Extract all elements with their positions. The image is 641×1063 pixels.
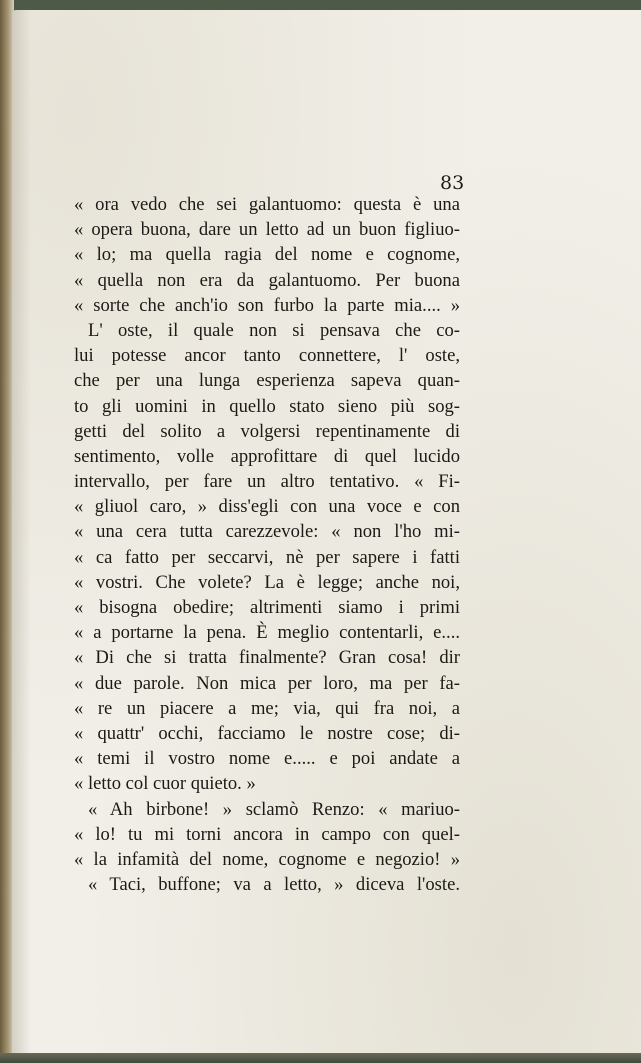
text-line: « una cera tutta carezzevole: « non l'ho mi- <box>74 521 460 543</box>
text-line: « ca fatto per seccarvi, nè per sapere i fatti <box>74 546 460 568</box>
text-line: L' oste, il quale non si pensava che co- <box>88 319 460 341</box>
text-line: « Ah birbone! » sclamò Renzo: « mariuo- <box>88 798 460 820</box>
text-line: intervallo, per fare un altro tentativo. « Fi- <box>74 471 460 493</box>
text-line: « vostri. Che volete? La è legge; anche noi, <box>74 571 460 593</box>
text-line: « sorte che anch'io son furbo la parte mia.... » <box>74 294 460 316</box>
text-line: to gli uomini in quello stato sieno più sog- <box>74 395 460 417</box>
text-line: « due parole. Non mica per loro, ma per fa- <box>74 672 460 694</box>
body-text <box>74 192 460 897</box>
text-line: « Taci, buffone; va a letto, » diceva l'oste. <box>88 874 460 896</box>
text-line: « lo; ma quella ragia del nome e cognome, <box>74 244 460 266</box>
text-line: « quattr' occhi, facciamo le nostre cose; di- <box>74 722 460 744</box>
text-line: « re un piacere a me; via, qui fra noi, a <box>74 697 460 719</box>
text-line: getti del solito a volgersi repentinamente di <box>74 420 460 442</box>
text-line: « gliuol caro, » diss'egli con una voce e con <box>74 496 460 518</box>
text-line: che per una lunga esperienza sapeva quan- <box>74 370 460 392</box>
text-line: « opera buona, dare un letto ad un buon figliuo- <box>74 219 460 241</box>
book-bottom-edge <box>0 1053 641 1063</box>
text-line: « a portarne la pena. È meglio contentarli, e.... <box>74 622 460 644</box>
text-line: « quella non era da galantuomo. Per buona <box>74 269 460 291</box>
text-line: « ora vedo che sei galantuomo: questa è una <box>74 194 460 215</box>
text-line: « bisogna obedire; altrimenti siamo i primi <box>74 597 460 618</box>
text-line: lui potesse ancor tanto connettere, l' oste, <box>74 345 460 367</box>
text-line: sentimento, volle approfittare di quel lucido <box>74 445 460 467</box>
text-line: « Di che si tratta finalmente? Gran cosa! dir <box>74 647 460 669</box>
text-line: « letto col cuor quieto. » <box>74 773 256 795</box>
page-number: 83 <box>440 172 465 194</box>
text-line: « lo! tu mi torni ancora in campo con quel- <box>74 823 460 845</box>
text-line: « temi il vostro nome e..... e poi andate a <box>74 748 460 770</box>
text-line: « la infamità del nome, cognome e negozio! » <box>74 848 460 870</box>
